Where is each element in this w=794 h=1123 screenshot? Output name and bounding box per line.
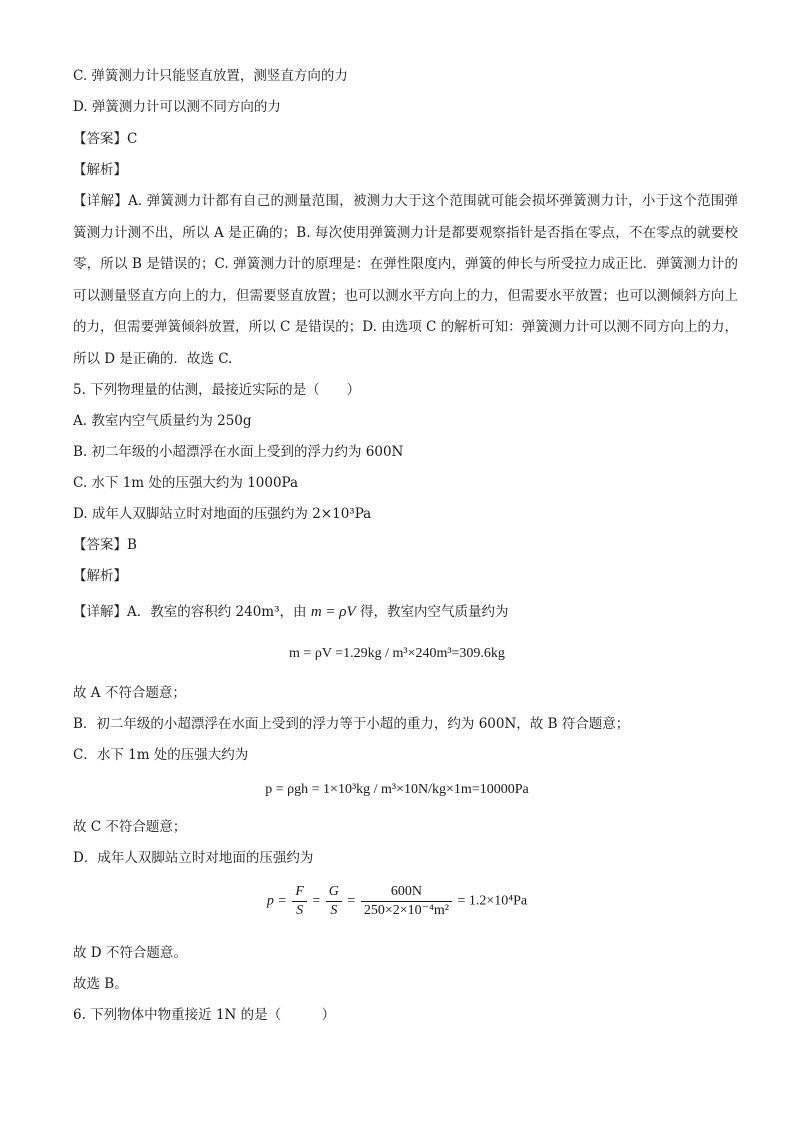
question-5-title: 5. 下列物理量的估测，最接近实际的是（ ） — [73, 382, 361, 398]
conclusion-c: 故 C 不符合题意； — [73, 819, 187, 835]
question-6-title: 6. 下列物体中物重接近 1N 的是（ ） — [73, 1007, 336, 1023]
fraction-numerator: F — [292, 883, 307, 902]
fraction-denominator: S — [296, 903, 304, 918]
fraction-denominator: 250×2×10⁻⁴m² — [363, 903, 449, 918]
fraction-g-over-s — [326, 883, 342, 920]
detail-line-q5-a — [73, 602, 734, 622]
formula-air-mass: m = ρV =1.29kg / m³×240m³=309.6kg — [289, 646, 505, 661]
formula-standing-pressure — [0, 883, 794, 920]
option-c-text: C. 弹簧测力计只能竖直放置，测竖直方向的力 — [73, 68, 348, 84]
formula-result: = 1.2×10⁴Pa — [457, 893, 528, 909]
explanation-d: D．成年人双脚站立时对地面的压强约为 — [73, 850, 314, 866]
mass-density-equation: m = ρV — [310, 604, 356, 620]
fraction-f-over-s — [292, 883, 307, 920]
answer-label-q4: 【答案】C — [73, 131, 138, 147]
question-5-option-c: C. 水下 1m 处的压强大约为 1000Pa — [73, 475, 299, 491]
fraction-force-over-area — [361, 883, 452, 920]
explanation-c: C．水下 1m 处的压强大约为 — [73, 747, 249, 763]
equals-sign: = — [347, 893, 356, 909]
fraction-numerator: G — [326, 883, 342, 902]
fraction-denominator: S — [330, 903, 338, 918]
option-d-text: D. 弹簧测力计可以测不同方向的力 — [73, 99, 281, 115]
equals-sign: = — [312, 893, 321, 909]
detail-paragraph-q4: 【详解】A. 弹簧测力计都有自己的测量范围，被测力大于这个范围就可能会损坏弹簧测力计，小于这个范围弹簧测力计测不出，所以 A 是正确的；B. 每次使用弹簧测力计是都要观察指针是否指在零点，不在零点的就要校零，所以 B 是错误的；C. 弹簧测力计的原理是：在弹性限度内，弹簧的伸长与所受拉力成正比．弹簧测力计的可以测量竖直方向上的力，但需要竖直放置；也可以测水平方向上的力，但需要水平放置；也可以测倾斜方向上的力，但需要弹簧倾斜放置，所以 C 是错误的；D. 由选项 C 的解析可知：弹簧测力计可以测不同方向上的力，所以 D 是正确的．故选 C. — [73, 193, 738, 367]
answer-label-q5: 【答案】B — [73, 537, 137, 553]
conclusion-d: 故 D 不符合题意。 — [73, 945, 187, 961]
fraction-numerator: 600N — [361, 883, 452, 902]
detail-prefix: 【详解】A．教室的容积约 240m³，由 — [73, 604, 307, 620]
question-5-option-d: D. 成年人双脚站立时对地面的压强约为 2×10³Pa — [73, 506, 372, 522]
conclusion-a: 故 A 不符合题意； — [73, 685, 186, 701]
detail-suffix: 得，教室内空气质量约为 — [359, 604, 509, 620]
question-5-option-b: B. 初二年级的小超漂浮在水面上受到的浮力约为 600N — [73, 444, 404, 460]
formula-lhs: p = — [266, 893, 287, 909]
explanation-b: B．初二年级的小超漂浮在水面上受到的浮力等于小超的重力，约为 600N，故 B 符合题意； — [73, 716, 630, 732]
final-choice: 故选 B。 — [73, 976, 128, 992]
analysis-label-q5: 【解析】 — [73, 568, 127, 584]
formula-water-pressure: p = ρgh = 1×10³kg / m³×10N/kg×1m=10000Pa — [265, 782, 529, 797]
analysis-label-q4: 【解析】 — [73, 162, 127, 178]
question-5-option-a: A. 教室内空气质量约为 250g — [73, 413, 252, 429]
